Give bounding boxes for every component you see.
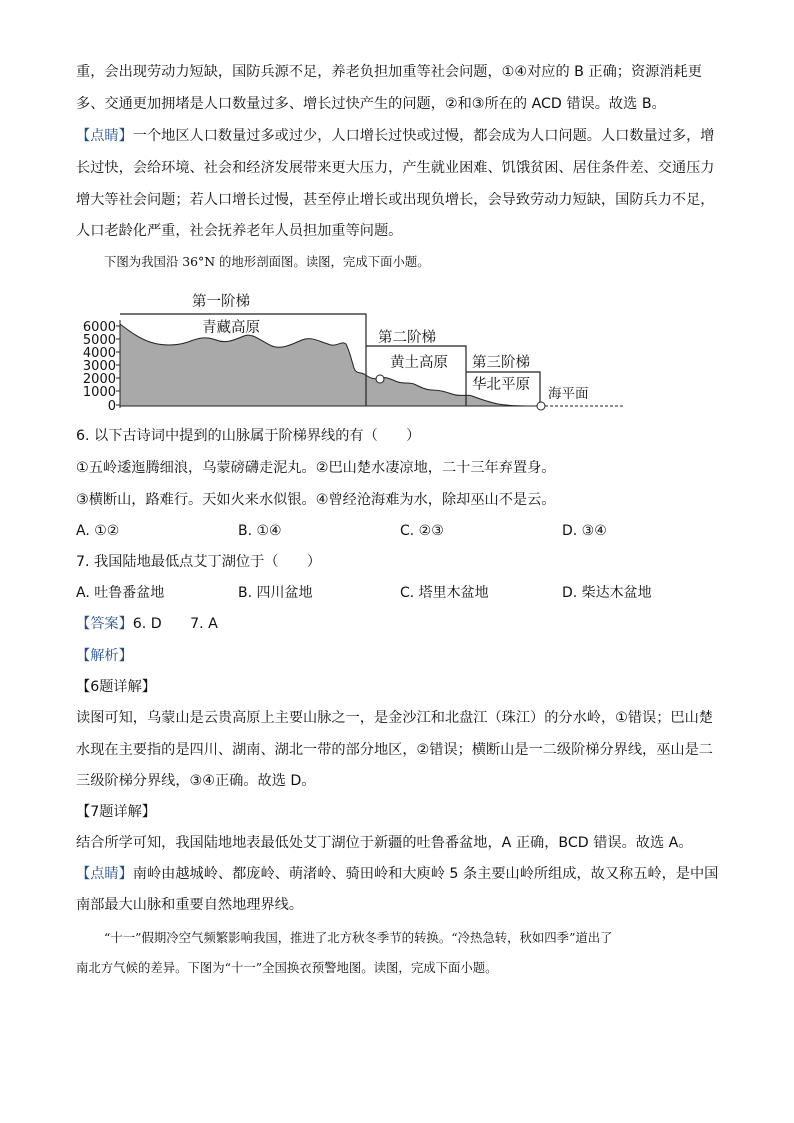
detail-6-title: 【6题详解】 — [76, 679, 156, 695]
question-6-option-d: D. ③④ — [562, 523, 607, 539]
question-6-poem-line: ③横断山，路难行。天如火来水似银。④曾经沧海难为水，除却巫山不是云。 — [76, 492, 556, 508]
step1-label: 第一阶梯 — [192, 294, 250, 310]
paragraph-text: 南岭由越城岭、都庞岭、萌渚岭、骑田岭和大庾岭 5 条主要山岭所组成，故又称五岭，是中国 — [132, 866, 719, 882]
question-7-option-b: B. 四川盆地 — [238, 585, 313, 601]
y-tick-marks — [116, 326, 120, 405]
terrain-profile-diagram — [80, 286, 640, 414]
paragraph-line: 南部最大山脉和重要自然地理界线。 — [76, 897, 304, 913]
step2-label: 第二阶梯 — [378, 330, 436, 346]
dianjing-paragraph — [76, 864, 719, 884]
paragraph-line: 水现在主要指的是四川、湖南、湖北一带的部分地区，②错误；横断山是一二级阶梯分界线，巫山是二 — [76, 742, 713, 758]
question-7-stem: 7. 我国陆地最低点艾丁湖位于（ ） — [76, 554, 322, 570]
paragraph-line: 人口老龄化严重，社会抚养老年人员担加重等问题。 — [76, 223, 403, 239]
question-6-option-b: B. ①④ — [238, 523, 282, 539]
question-intro: 南北方气候的差异。下图为“十一”全国换衣预警地图。读图，完成下面小题。 — [76, 960, 498, 975]
sea-level-label: 海平面 — [548, 386, 589, 402]
analysis-tag: 【解析】 — [76, 648, 133, 664]
step1-region-label: 青藏高原 — [202, 320, 260, 336]
step2-region-label: 黄土高原 — [390, 355, 448, 371]
y-tick-label: 6000 — [82, 320, 116, 335]
boundary-marker — [537, 402, 545, 410]
question-6-option-a: A. ①② — [76, 523, 120, 539]
question-6-poem-line: ①五岭逶迤腾细浪，乌蒙磅礴走泥丸。②巴山楚水凄凉地，二十三年弃置身。 — [76, 460, 556, 476]
question-intro: “十一”假期冷空气频繁影响我国，推进了北方秋冬季节的转换。“冷热急转，秋如四季”道出了 — [104, 930, 613, 945]
step3-label: 第三阶梯 — [472, 355, 530, 371]
y-tick-label: 0 — [107, 399, 116, 414]
paragraph-line: 结合所学可知，我国陆地地表最低处艾丁湖位于新疆的吐鲁番盆地，A 正确，BCD 错误。故选 A。 — [76, 835, 693, 851]
answer-tag: 【答案】 — [76, 616, 133, 632]
paragraph-line: 读图可知，乌蒙山是云贵高原上主要山脉之一，是金沙江和北盘江（珠江）的分水岭，①错误；巴山楚 — [76, 710, 713, 726]
boundary-marker — [376, 375, 384, 383]
paragraph-line: 重，会出现劳动力短缺，国防兵源不足，养老负担加重等社会问题，①④对应的 B 正确；资源消耗更 — [76, 64, 702, 80]
answer-line — [76, 614, 716, 634]
y-tick-label: 4000 — [82, 346, 116, 361]
paragraph-line: 三级阶梯分界线，③④正确。故选 D。 — [76, 773, 316, 789]
dianjing-paragraph — [76, 126, 716, 146]
dianjing-tag: 【点睛】 — [76, 128, 133, 144]
question-6-option-c: C. ②③ — [400, 523, 444, 539]
question-7-option-d: D. 柴达木盆地 — [562, 585, 652, 601]
paragraph-line: 长过快，会给环境、社会和经济发展带来更大压力，产生就业困难、饥饿贫困、居住条件差、交通压力 — [76, 160, 715, 176]
question-7-option-a: A. 吐鲁番盆地 — [76, 585, 165, 601]
paragraph-text: 一个地区人口数量过多或过少，人口增长过快或过慢，都会成为人口问题。人口数量过多，增 — [132, 128, 715, 144]
question-6-stem: 6. 以下古诗词中提到的山脉属于阶梯界线的有（ ） — [76, 428, 421, 444]
question-7-option-c: C. 塔里木盆地 — [400, 585, 489, 601]
paragraph-line: 多、交通更加拥堵是人口数量过多、增长过快产生的问题，②和③所在的 ACD 错误。故选 B。 — [76, 96, 666, 112]
detail-7-title: 【7题详解】 — [76, 804, 156, 820]
y-tick-label: 2000 — [82, 372, 116, 387]
y-tick-label: 1000 — [82, 385, 116, 400]
answer-text: 6. D 7. A — [132, 616, 218, 632]
y-tick-label: 5000 — [82, 333, 116, 348]
paragraph-line: 增大等社会问题；若人口增长过慢，甚至停止增长或出现负增长，会导致劳动力短缺，国防兵力不足， — [76, 192, 715, 208]
dianjing-tag: 【点睛】 — [76, 866, 133, 882]
y-tick-label: 3000 — [82, 359, 116, 374]
question-intro: 下图为我国沿 36°N 的地形剖面图。读图，完成下面小题。 — [104, 254, 430, 269]
step3-region-label: 华北平原 — [472, 377, 530, 393]
